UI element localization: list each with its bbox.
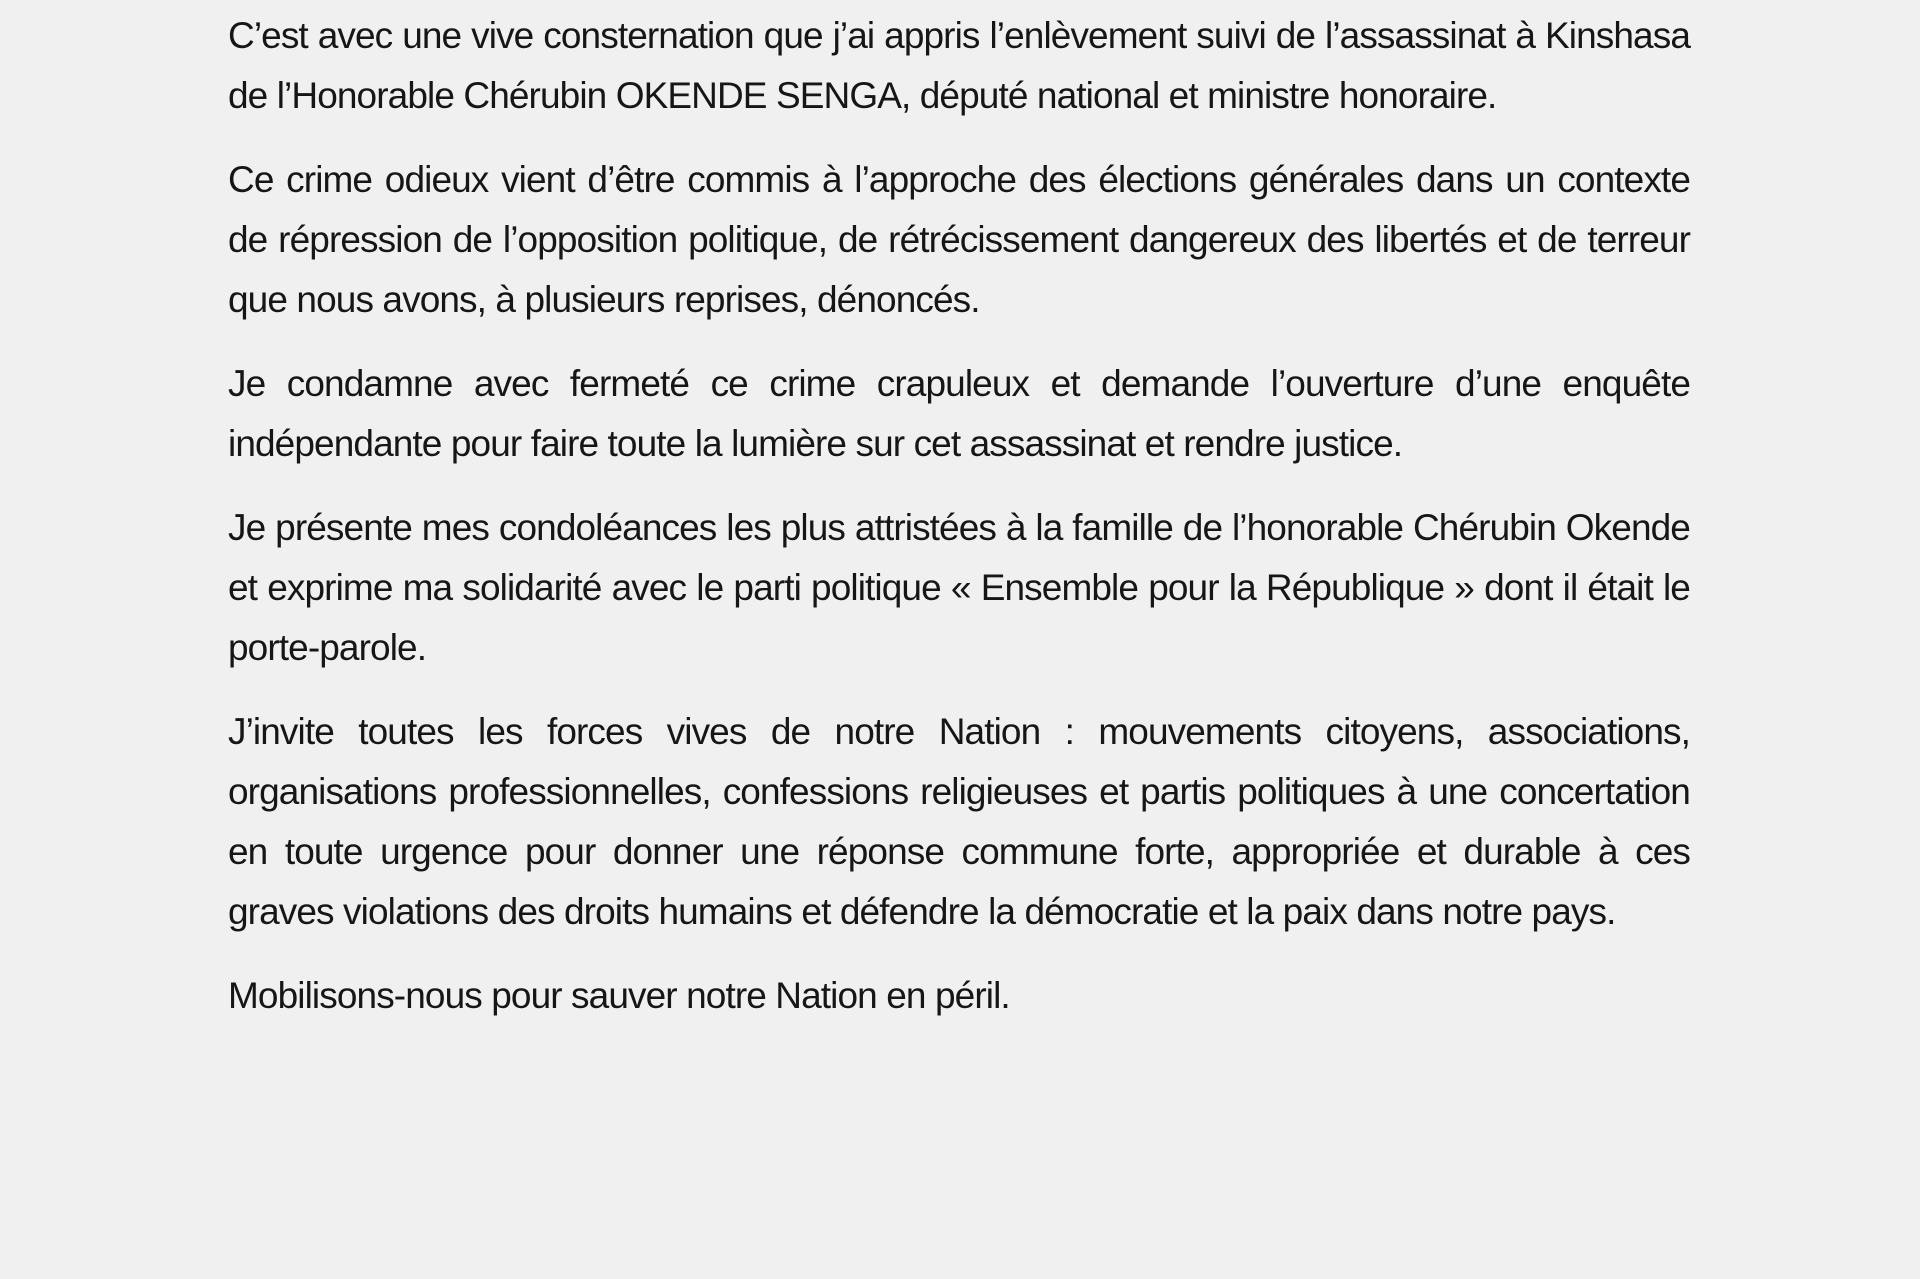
paragraph-mobilization: Mobilisons-nous pour sauver notre Nation en péril. [228, 975, 1010, 1016]
paragraph-condolences: Je présente mes condoléances les plus attristées à la famille de l’honorable Chérubin Okende et exprime ma solidarité avec le parti politique « Ensemble pour la République » dont il était le porte-parole. [228, 507, 1690, 668]
paragraph-context-repression: Ce crime odieux vient d’être commis à l’approche des élections générales dans un contexte de répression de l’opposition politique, de rétrécissement dangereux des libertés et de terreur que nous avons, à plusieurs reprises, dénoncés. [228, 159, 1690, 320]
paragraph-call-to-concertation: J’invite toutes les forces vives de notre Nation : mouvements citoyens, associations, organisations professionnelles, confessions religieuses et partis politiques à une concertation en toute urgence pour donner une réponse commune forte, appropriée et durable à ces graves violations des droits humains et défendre la démocratie et la paix dans notre pays. [228, 711, 1690, 932]
document-body [228, 6, 1690, 1050]
paragraph-condemnation: Je condamne avec fermeté ce crime crapuleux et demande l’ouverture d’une enquête indépendante pour faire toute la lumière sur cet assassinat et rendre justice. [228, 363, 1690, 464]
paragraph-abduction-announcement: C’est avec une vive consternation que j’ai appris l’enlèvement suivi de l’assassinat à Kinshasa de l’Honorable Chérubin OKENDE SENGA, député national et ministre honoraire. [228, 15, 1690, 116]
